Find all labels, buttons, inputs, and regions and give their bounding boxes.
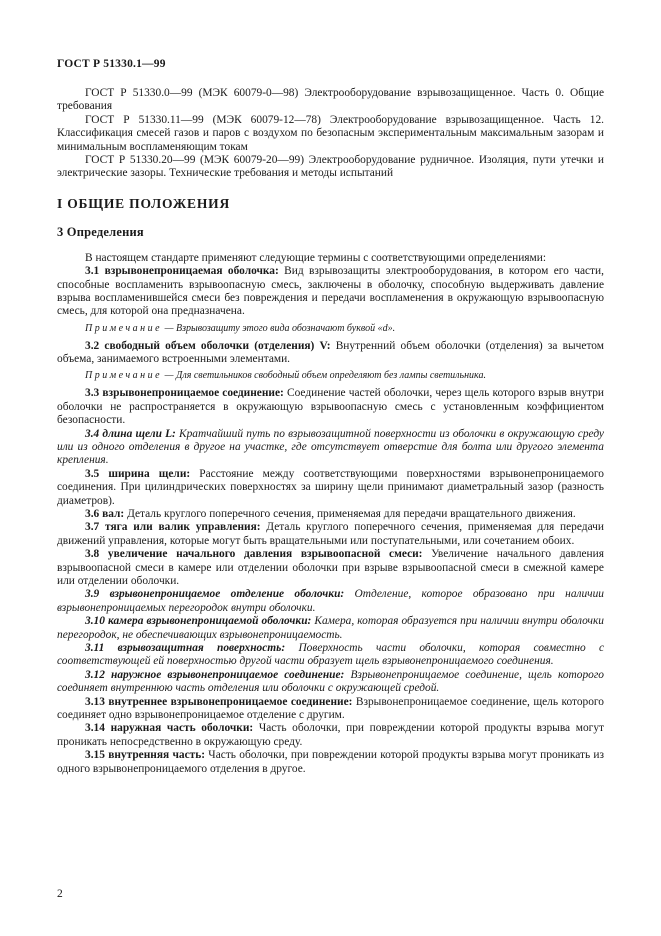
definition-item: 3.12 наружное взрывонепроницаемое соединение: Взрывонепроницаемое соединение, щель которого соединяет внутреннюю часть отделения или оболочки с окружающей средой.	[57, 668, 604, 695]
definition-item: 3.9 взрывонепроницаемое отделение оболочки: Отделение, которое образовано при наличии взрывонепроницаемых перегородок внутри оболочки.	[57, 588, 605, 614]
section-heading: I ОБЩИЕ ПОЛОЖЕНИЯ	[57, 195, 231, 211]
intro-paragraphs	[57, 87, 604, 181]
definition-term: 3.6 вал:	[85, 507, 125, 520]
definition-term: 3.10 камера взрывонепроницаемой оболочки:	[85, 615, 312, 628]
definition-term: 3.14 наружная часть оболочки:	[85, 722, 254, 735]
definition-term: 3.3 взрывонепроницаемое соединение:	[85, 387, 284, 400]
definition-term: 3.2 свободный объем оболочки (отделения) V:	[85, 339, 331, 352]
definition-term: 3.8 увеличение начального давления взрывоопасной смеси:	[85, 548, 423, 561]
definition-item: 3.11 взрывозащитная поверхность: Поверхность части оболочки, которая совместно с соответствующей ей поверхностью другой части образует щель взрывонепроницаемого соединения.	[57, 642, 604, 668]
definitions-list	[57, 265, 604, 776]
definition-term: 3.9 взрывонепроницаемое отделение оболочки:	[85, 588, 345, 601]
definition-term: 3.4 длина щели L:	[85, 427, 176, 440]
page-number: 2	[57, 888, 63, 900]
definition-term: 3.11 взрывозащитная поверхность:	[85, 642, 286, 654]
intro-paragraph: ГОСТ Р 51330.0—99 (МЭК 60079-0—98) Электрооборудование взрывозащищенное. Часть 0. Общие требования	[57, 87, 604, 113]
definition-term: 3.7 тяга или валик управления:	[85, 521, 261, 534]
definition-item: 3.7 тяга или валик управления: Деталь круглого поперечного сечения, применяемая для передачи движений управления, которые могут быть вращательными или поступательными, или сочетанием обоих.	[57, 521, 604, 547]
document-header: ГОСТ Р 51330.1—99	[57, 58, 166, 70]
note-label: Примечание	[85, 322, 163, 334]
definition-item: 3.10 камера взрывонепроницаемой оболочки: Камера, которая образуется при наличии внутри оболочки перегородок, не обеспечивающих взрывонепроницаемость.	[57, 615, 604, 641]
lead-paragraph: В настоящем стандарте применяют следующие термины с соответствующими определениями:	[85, 251, 547, 264]
definition-term: 3.13 внутреннее взрывонепроницаемое соединение:	[85, 695, 353, 708]
intro-paragraph: ГОСТ Р 51330.11—99 (МЭК 60079-12—78) Электрооборудование взрывозащищенное. Часть 12. Классификация смесей газов и паров с воздухом по безопасным экспериментальным максимальным зазорам и минимальным воспламеняющим токам	[57, 113, 604, 153]
definition-item: 3.14 наружная часть оболочки: Часть оболочки, при повреждении которой продукты взрыва могут проникать непосредственно в окружающую среду.	[57, 722, 604, 748]
note-label: Примечание	[85, 370, 163, 382]
definition-item: 3.2 свободный объем оболочки (отделения) V: Внутренний объем оболочки (отделения) за вычетом объема, занимаемого встроенными элементами.	[57, 339, 604, 366]
definition-term: 3.12 наружное взрывонепроницаемое соединение:	[85, 668, 345, 681]
definition-item: 3.13 внутреннее взрывонепроницаемое соединение: Взрывонепроницаемое соединение, щель которого соединяет одно взрывонепроницаемое отделение с другим.	[57, 695, 604, 722]
definition-term: 3.1 взрывонепроницаемая оболочка:	[85, 265, 279, 278]
definition-item: 3.5 ширина щели: Расстояние между соответствующими поверхностями взрывонепроницаемого соединения. При цилиндрических поверхностях за ширину щели принимают диаметральный зазор (разность диаметров).	[57, 467, 604, 507]
definition-note: Примечание — Взрывозащиту этого вида обозначают буквой «d».	[85, 322, 396, 334]
subsection-heading: 3 Определения	[57, 224, 144, 239]
definition-term: 3.5 ширина щели:	[85, 467, 191, 480]
intro-paragraph: ГОСТ Р 51330.20—99 (МЭК 60079-20—99) Электрооборудование рудничное. Изоляция, пути утечки и электрические зазоры. Технические требования и методы испытаний	[57, 154, 604, 180]
definition-item: 3.4 длина щели L: Кратчайший путь по взрывозащитной поверхности из оболочки в окружающую среду или из одного отделения в другое на участке, где отсутствует отверстие для болта или другого элемента крепления.	[57, 427, 604, 467]
definition-item: 3.6 вал: Деталь круглого поперечного сечения, применяемая для передачи вращательного движения.	[85, 507, 576, 520]
definition-item: 3.3 взрывонепроницаемое соединение: Соединение частей оболочки, через щель которого взрыв внутри оболочки не распространяется в окружающую взрывоопасную смесь с установленным коэффициентом безопасности.	[57, 387, 604, 427]
definition-note: Примечание — Для светильников свободный объем определяют без лампы светильника.	[85, 370, 486, 382]
definition-item: 3.1 взрывонепроницаемая оболочка: Вид взрывозащиты электрооборудования, в котором его части, способные воспламенить взрывоопасную смесь, заключены в оболочку, способную выдерживать давление взрыва воспламенившейся смеси без повреждения и передачи воспламенения в окружающую взрывоопасную смесь, для которой она предназначена.	[57, 265, 604, 318]
definition-term: 3.15 внутренняя часть:	[85, 749, 206, 762]
definition-item: 3.15 внутренняя часть: Часть оболочки, при повреждении которой продукты взрыва могут проникать из одного взрывонепроницаемого отделения в другое.	[57, 749, 605, 775]
definition-item: 3.8 увеличение начального давления взрывоопасной смеси: Увеличение начального давления взрывоопасной смеси в камере или отделении оболочки при взрыве взрывоопасной смеси в смежной камере или отделении оболочки.	[57, 548, 604, 587]
